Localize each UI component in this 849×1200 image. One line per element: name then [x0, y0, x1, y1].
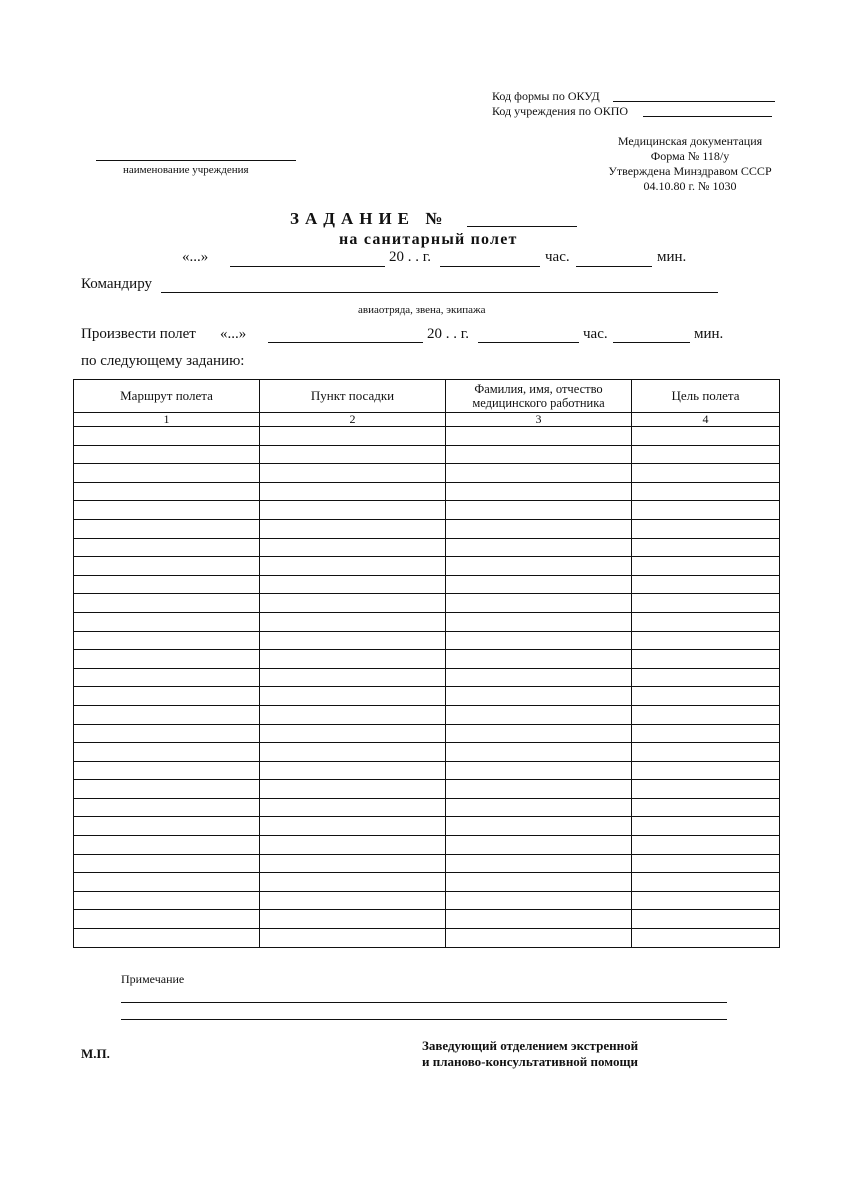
purpose-cell[interactable]: [632, 724, 780, 743]
route-cell[interactable]: [74, 873, 260, 892]
landing-cell[interactable]: [260, 687, 446, 706]
landing-cell[interactable]: [260, 817, 446, 836]
route-cell[interactable]: [74, 464, 260, 483]
medic-cell[interactable]: [446, 724, 632, 743]
table-row: [74, 612, 780, 631]
table-row: [74, 798, 780, 817]
medic-cell[interactable]: [446, 427, 632, 446]
institution-name-field[interactable]: [96, 160, 296, 161]
purpose-cell[interactable]: [632, 519, 780, 538]
date-month-field[interactable]: [230, 266, 385, 267]
landing-cell[interactable]: [260, 761, 446, 780]
col-header-purpose: Цель полета: [632, 380, 780, 413]
route-cell[interactable]: [74, 854, 260, 873]
task-table: [73, 379, 780, 948]
purpose-cell[interactable]: [632, 798, 780, 817]
table-row: [74, 650, 780, 669]
medic-cell[interactable]: [446, 482, 632, 501]
table-row: [74, 761, 780, 780]
route-cell[interactable]: [74, 594, 260, 613]
form-info: [600, 134, 780, 194]
hours-field[interactable]: [440, 266, 540, 267]
medic-cell[interactable]: [446, 501, 632, 520]
col-number: 3: [446, 413, 632, 427]
table-row: [74, 501, 780, 520]
purpose-cell[interactable]: [632, 910, 780, 929]
route-cell[interactable]: [74, 761, 260, 780]
minutes-label: мин.: [657, 249, 687, 265]
purpose-cell[interactable]: [632, 705, 780, 724]
route-cell[interactable]: [74, 705, 260, 724]
route-cell[interactable]: [74, 612, 260, 631]
table-row: [74, 594, 780, 613]
landing-cell[interactable]: [260, 798, 446, 817]
col-header-medic: Фамилия, имя, отчество медицинского работника: [446, 380, 632, 413]
route-cell[interactable]: [74, 482, 260, 501]
route-cell[interactable]: [74, 538, 260, 557]
purpose-cell[interactable]: [632, 891, 780, 910]
landing-cell[interactable]: [260, 631, 446, 650]
date-day-quote: «...»: [182, 249, 209, 265]
medic-cell[interactable]: [446, 445, 632, 464]
purpose-cell[interactable]: [632, 594, 780, 613]
okpo-label: Код учреждения по ОКПО: [492, 104, 629, 118]
purpose-cell[interactable]: [632, 668, 780, 687]
landing-cell[interactable]: [260, 501, 446, 520]
page-subtitle: на санитарный полет: [339, 231, 518, 248]
stamp-label: М.П.: [81, 1046, 110, 1061]
purpose-cell[interactable]: [632, 929, 780, 948]
minutes-field[interactable]: [576, 266, 652, 267]
landing-cell[interactable]: [260, 557, 446, 576]
medic-cell[interactable]: [446, 761, 632, 780]
table-row: [74, 668, 780, 687]
flight-label: Произвести полет: [81, 326, 196, 342]
medic-cell[interactable]: [446, 929, 632, 948]
route-cell[interactable]: [74, 501, 260, 520]
institution-caption: наименование учреждения: [123, 164, 249, 176]
purpose-cell[interactable]: [632, 557, 780, 576]
medic-cell[interactable]: [446, 612, 632, 631]
date-year: 20 . . г.: [389, 249, 431, 265]
medic-cell[interactable]: [446, 538, 632, 557]
route-cell[interactable]: [74, 929, 260, 948]
purpose-cell[interactable]: [632, 650, 780, 669]
route-cell[interactable]: [74, 687, 260, 706]
purpose-cell[interactable]: [632, 612, 780, 631]
approved-date: 04.10.80 г. № 1030: [643, 179, 737, 193]
flight-hours-field[interactable]: [478, 342, 579, 343]
landing-cell[interactable]: [260, 594, 446, 613]
purpose-cell[interactable]: [632, 780, 780, 799]
route-cell[interactable]: [74, 798, 260, 817]
purpose-cell[interactable]: [632, 575, 780, 594]
route-cell[interactable]: [74, 575, 260, 594]
route-cell[interactable]: [74, 557, 260, 576]
medic-cell[interactable]: [446, 557, 632, 576]
table-row: [74, 705, 780, 724]
medic-cell[interactable]: [446, 631, 632, 650]
purpose-cell[interactable]: [632, 427, 780, 446]
col-number: 4: [632, 413, 780, 427]
purpose-cell[interactable]: [632, 538, 780, 557]
table-row: [74, 854, 780, 873]
form-number: Форма № 118/у: [650, 149, 730, 163]
flight-hours-label: час.: [583, 326, 608, 342]
okud-label: Код формы по ОКУД: [492, 89, 600, 103]
medic-cell[interactable]: [446, 705, 632, 724]
purpose-cell[interactable]: [632, 854, 780, 873]
medic-cell[interactable]: [446, 519, 632, 538]
purpose-cell[interactable]: [632, 445, 780, 464]
table-row: [74, 743, 780, 762]
route-cell[interactable]: [74, 724, 260, 743]
medic-cell[interactable]: [446, 687, 632, 706]
purpose-cell[interactable]: [632, 761, 780, 780]
table-row: [74, 910, 780, 929]
medic-cell[interactable]: [446, 836, 632, 855]
route-cell[interactable]: [74, 519, 260, 538]
landing-cell[interactable]: [260, 464, 446, 483]
medic-cell[interactable]: [446, 743, 632, 762]
landing-cell[interactable]: [260, 910, 446, 929]
route-cell[interactable]: [74, 817, 260, 836]
landing-cell[interactable]: [260, 575, 446, 594]
flight-year: 20 . . г.: [427, 326, 469, 342]
purpose-cell[interactable]: [632, 873, 780, 892]
table-row: [74, 780, 780, 799]
medic-cell[interactable]: [446, 873, 632, 892]
landing-cell[interactable]: [260, 724, 446, 743]
landing-cell[interactable]: [260, 519, 446, 538]
col-header-landing: Пункт посадки: [260, 380, 446, 413]
landing-cell[interactable]: [260, 482, 446, 501]
table-row: [74, 891, 780, 910]
table-row: [74, 631, 780, 650]
flight-month-field[interactable]: [268, 342, 423, 343]
medic-cell[interactable]: [446, 780, 632, 799]
commander-caption: авиаотряда, звена, экипажа: [358, 304, 486, 316]
table-row: [74, 836, 780, 855]
med-doc-text: Медицинская документация: [617, 134, 763, 148]
landing-cell[interactable]: [260, 427, 446, 446]
table-row: [74, 724, 780, 743]
col-number: 1: [74, 413, 260, 427]
table-row: [74, 687, 780, 706]
task-number-field[interactable]: [467, 226, 577, 227]
route-cell[interactable]: [74, 668, 260, 687]
purpose-cell[interactable]: [632, 501, 780, 520]
route-cell[interactable]: [74, 780, 260, 799]
flight-minutes-label: мин.: [694, 326, 724, 342]
medic-cell[interactable]: [446, 650, 632, 669]
flight-day-quote: «...»: [220, 326, 247, 342]
medic-cell[interactable]: [446, 575, 632, 594]
landing-cell[interactable]: [260, 873, 446, 892]
landing-cell[interactable]: [260, 929, 446, 948]
route-cell[interactable]: [74, 891, 260, 910]
route-cell[interactable]: [74, 836, 260, 855]
route-cell[interactable]: [74, 427, 260, 446]
medic-cell[interactable]: [446, 817, 632, 836]
medic-cell[interactable]: [446, 910, 632, 929]
purpose-cell[interactable]: [632, 631, 780, 650]
flight-minutes-field[interactable]: [613, 342, 690, 343]
landing-cell[interactable]: [260, 612, 446, 631]
page-title: ЗАДАНИЕ №: [290, 209, 449, 228]
note-label: Примечание: [121, 972, 185, 986]
note-line[interactable]: [121, 1019, 727, 1020]
medic-cell[interactable]: [446, 594, 632, 613]
table-row: [74, 817, 780, 836]
landing-cell[interactable]: [260, 705, 446, 724]
landing-cell[interactable]: [260, 668, 446, 687]
landing-cell[interactable]: [260, 538, 446, 557]
note-line[interactable]: [121, 1002, 727, 1003]
route-cell[interactable]: [74, 650, 260, 669]
medic-cell[interactable]: [446, 668, 632, 687]
table-row: [74, 557, 780, 576]
medic-cell[interactable]: [446, 891, 632, 910]
landing-cell[interactable]: [260, 743, 446, 762]
table-row: [74, 575, 780, 594]
landing-cell[interactable]: [260, 891, 446, 910]
table-row: [74, 929, 780, 948]
route-cell[interactable]: [74, 445, 260, 464]
medic-cell[interactable]: [446, 798, 632, 817]
table-row: [74, 464, 780, 483]
commander-label: Командиру: [81, 276, 153, 292]
head-title-line1: Заведующий отделением экстренной: [422, 1038, 639, 1053]
table-row: [74, 482, 780, 501]
route-cell[interactable]: [74, 910, 260, 929]
okud-field[interactable]: [613, 101, 775, 102]
medic-cell[interactable]: [446, 464, 632, 483]
purpose-cell[interactable]: [632, 836, 780, 855]
table-row: [74, 427, 780, 446]
commander-field[interactable]: [161, 292, 718, 293]
landing-cell[interactable]: [260, 445, 446, 464]
purpose-cell[interactable]: [632, 817, 780, 836]
table-row: [74, 873, 780, 892]
purpose-cell[interactable]: [632, 743, 780, 762]
col-number: 2: [260, 413, 446, 427]
purpose-cell[interactable]: [632, 687, 780, 706]
landing-cell[interactable]: [260, 650, 446, 669]
medic-cell[interactable]: [446, 854, 632, 873]
table-row: [74, 519, 780, 538]
col-header-route: Маршрут полета: [74, 380, 260, 413]
table-row: [74, 538, 780, 557]
purpose-cell[interactable]: [632, 464, 780, 483]
landing-cell[interactable]: [260, 780, 446, 799]
table-row: [74, 445, 780, 464]
purpose-cell[interactable]: [632, 482, 780, 501]
okpo-field[interactable]: [643, 116, 772, 117]
route-cell[interactable]: [74, 631, 260, 650]
route-cell[interactable]: [74, 743, 260, 762]
landing-cell[interactable]: [260, 854, 446, 873]
landing-cell[interactable]: [260, 836, 446, 855]
hours-label: час.: [545, 249, 570, 265]
head-title-line2: и планово-консультативной помощи: [422, 1054, 638, 1069]
approved-text: Утверждена Минздравом СССР: [608, 164, 772, 178]
task-label: по следующему заданию:: [81, 353, 245, 369]
